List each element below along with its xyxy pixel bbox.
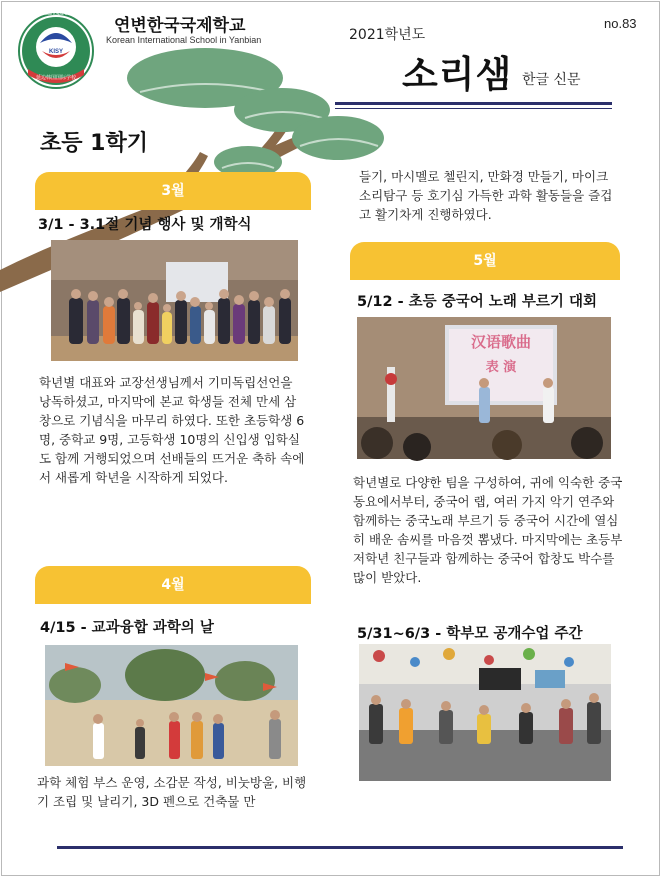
footer-rule <box>57 846 623 849</box>
body-april-text: 과학 체험 부스 운영, 소감문 작성, 비눗방울, 비행기 조립 및 날리기, 3D 펜으로 건축물 만 <box>37 775 307 809</box>
body-may <box>353 473 625 587</box>
logo-ring-text: KOREAN INTERNATIONAL SCHOOL IN YANBIAN <box>20 12 101 16</box>
newspaper-subtitle: 한글 신문 <box>522 72 581 88</box>
school-year: 2021학년도 <box>349 27 426 43</box>
body-may-text: 학년별로 다양한 팀을 구성하여, 귀에 익숙한 중국 동요에서부터, 중국어 랩, 여러 가지 악기 연주와 함께하는 중국노래 부르기 등 중국어 시간에 열심히 배운 솜씨를 마음껏 뽐냈다. 마지막에는 초등부 저학년 친구들과 함께하는 중국어 합창도 박수를 많이 받았다. <box>353 475 623 585</box>
photo-april-science-day <box>45 645 298 766</box>
headline-may-chinese-song: 5/12 - 초등 중국어 노래 부르기 대회 <box>357 294 597 310</box>
headline-may-open-class: 5/31~6/3 - 학부모 공개수업 주간 <box>357 626 583 642</box>
photo-banner-text-1: 汉语歌曲 <box>470 333 531 351</box>
ribbon-may <box>350 242 620 280</box>
ribbon-april-label: 4월 <box>161 577 185 593</box>
photo-banner-text-2: 表 演 <box>485 360 517 375</box>
ribbon-march <box>35 172 311 210</box>
newspaper-title: 소리샘 <box>402 53 513 96</box>
photo-may-open-class <box>359 644 611 781</box>
body-april <box>37 773 309 811</box>
logo-badge-text: KISY <box>48 49 63 55</box>
header-rule-thin <box>335 108 612 109</box>
body-april-continued-text: 들기, 마시멜로 첼린지, 만화경 만들기, 마이크 소리탐구 등 호기심 가득한 과학 활동들을 즐겁고 활기차게 진행하였다. <box>359 169 613 222</box>
ribbon-april <box>35 566 311 604</box>
section-title: 초등 1학기 <box>40 131 148 156</box>
header-rule-thick <box>335 102 612 105</box>
headline-april: 4/15 - 교과융합 과학의 날 <box>40 620 214 636</box>
body-march <box>39 373 305 487</box>
body-march-text: 학년별 대표와 교장선생님께서 기미독립선언을 낭독하셨고, 마지막에 본교 학생들 전체 만세 삼창으로 기념식을 마무리 하였다. 또한 초등학생 6명, 중학교 9명, 고등학생 10명의 신입생 입학실도 함께 거행되었으며 선배들의 뜨거운 축하 속에서 새롭게 학년을 시작하게 되었다. <box>39 375 305 485</box>
body-april-continued <box>359 167 619 224</box>
ribbon-march-label: 3월 <box>161 183 185 199</box>
headline-march: 3/1 - 3.1절 기념 행사 및 개학식 <box>38 217 252 233</box>
school-name-korean: 연변한국국제학교 <box>114 16 246 36</box>
issue-number: no.83 <box>604 16 637 31</box>
school-name-english: Korean International School in Yanbian <box>106 35 262 45</box>
photo-march-ceremony <box>51 240 298 361</box>
ribbon-may-label: 5월 <box>473 253 497 269</box>
logo-bottom-text: 延边韩国国际学校 <box>35 75 76 81</box>
